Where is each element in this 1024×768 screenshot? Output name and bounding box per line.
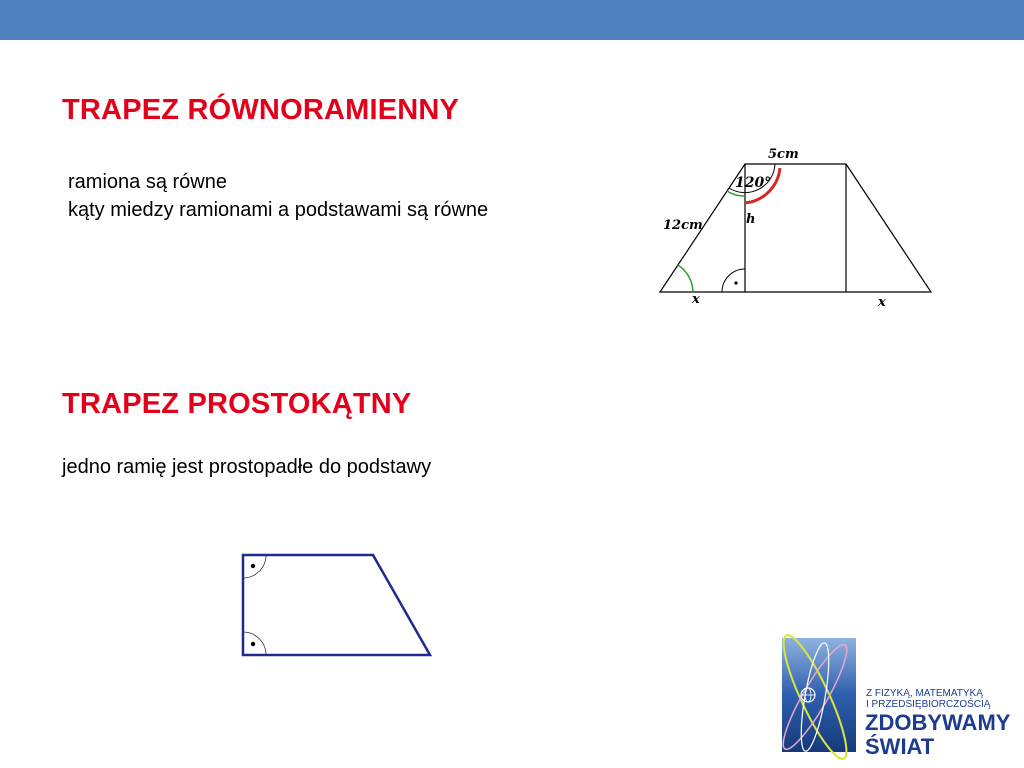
height-label: h (746, 212, 756, 227)
right-trapezoid-description: jedno ramię jest prostopadłe do podstawy (62, 456, 432, 478)
project-logo (770, 622, 1024, 768)
property-line-1: ramiona są równe (68, 171, 227, 193)
logo-graphic (770, 622, 870, 768)
section-title-right-trapezoid: TRAPEZ PROSTOKĄTNY (62, 388, 412, 420)
logo-line-1: Z FIZYKĄ, MATEMATYKĄ (866, 688, 983, 699)
logo-line-2: I PRZEDSIĘBIORCZOŚCIĄ (866, 699, 991, 710)
logo-line-4: ŚWIAT (865, 734, 935, 759)
isosceles-properties (68, 168, 488, 224)
top-bar (0, 0, 1024, 40)
right-x-label: x (878, 295, 886, 310)
logo-line-3: ZDOBYWAMY (865, 710, 1011, 735)
right-angle-arc (722, 269, 745, 292)
right-trapezoid-diagram (235, 545, 440, 665)
top-base-label: 5cm (768, 147, 799, 162)
base-angle-arc (678, 265, 693, 292)
angle-label: 120° (735, 175, 772, 191)
side-length-label: 12cm (663, 218, 703, 233)
isosceles-trapezoid-diagram (650, 140, 950, 315)
section-title-isosceles: TRAPEZ RÓWNORAMIENNY (62, 94, 460, 126)
left-x-label: x (692, 292, 700, 307)
property-line-2: kąty miedzy ramionami a podstawami są równe (68, 199, 489, 221)
right-angle-dot (734, 281, 737, 284)
bottom-right-angle-dot (251, 642, 255, 646)
top-right-angle-dot (251, 564, 255, 568)
right-trapezoid-outline (243, 555, 430, 655)
